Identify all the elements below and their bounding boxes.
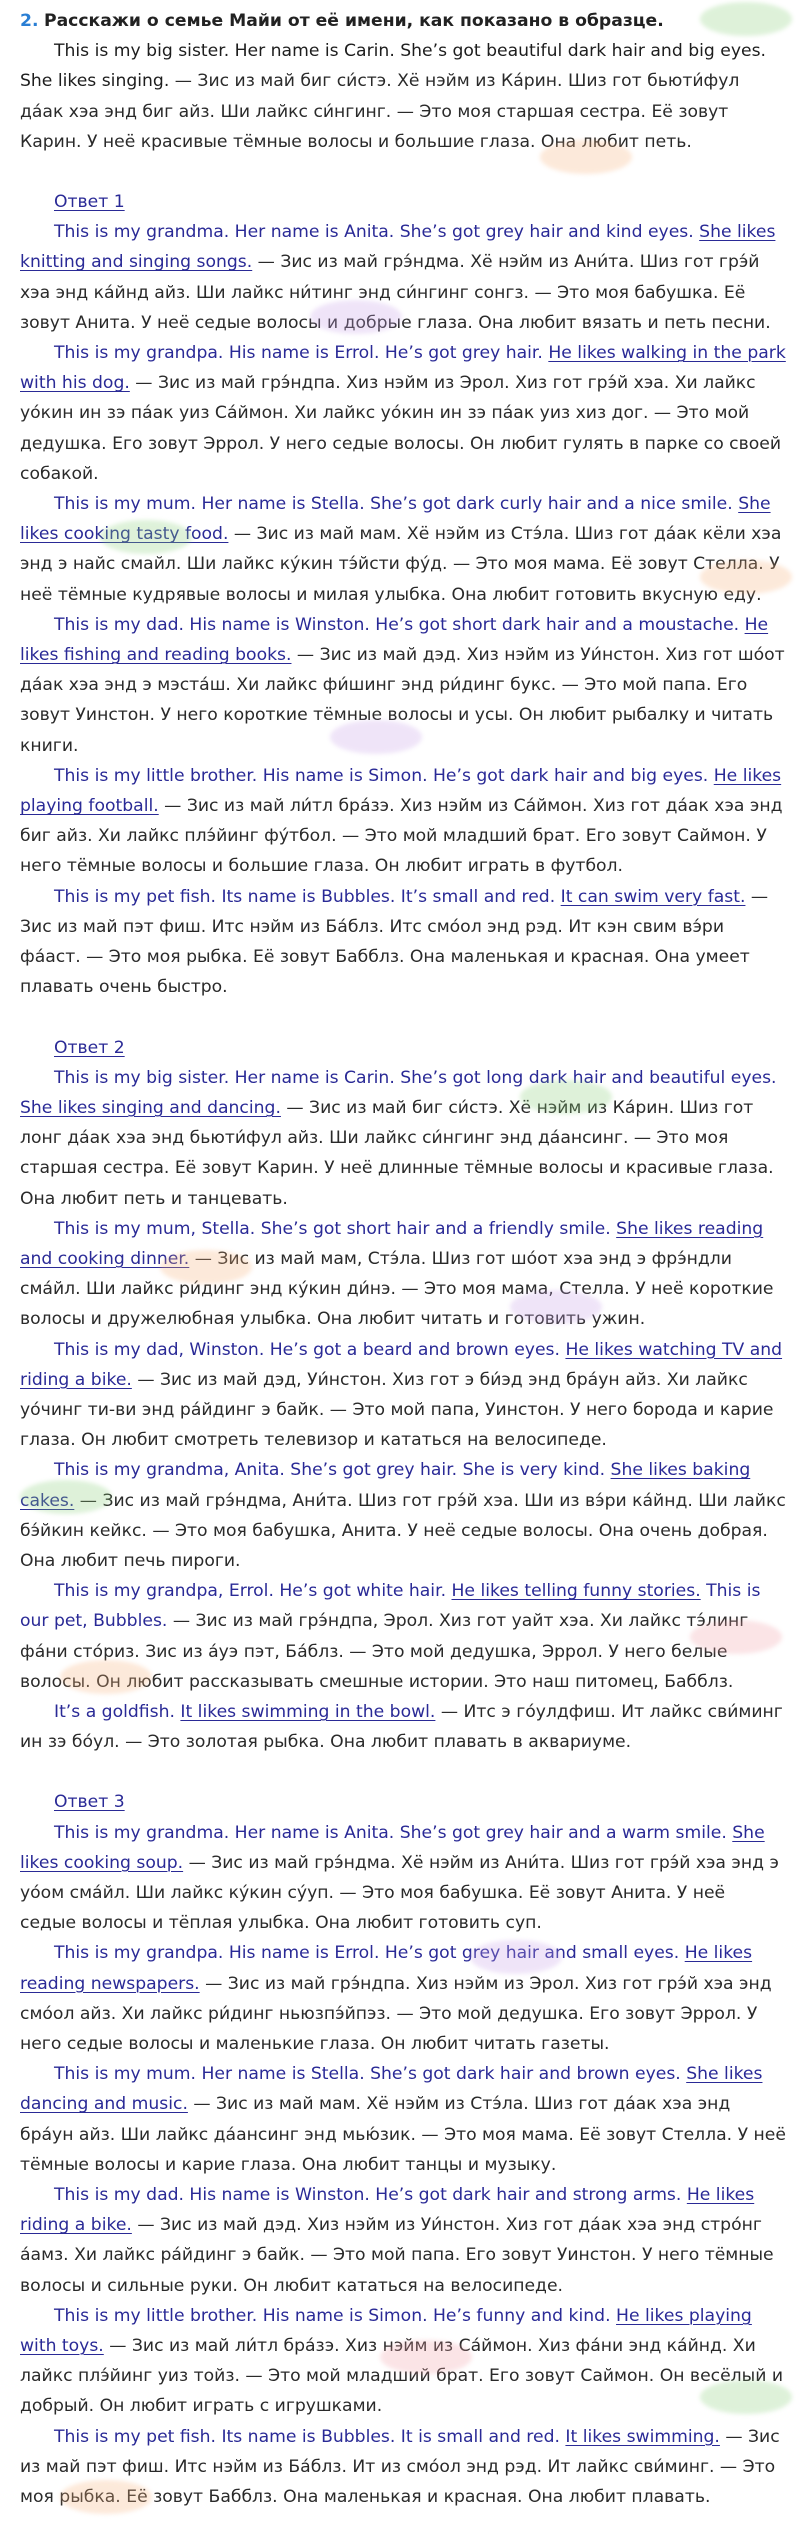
answer-paragraph bbox=[20, 882, 786, 1003]
russian-text: — Зис из май дэд. Хиз нэйм из Уи́нстон. Хиз гот шо́от да́ак хэа энд э мэста́ш. Хи лайкс фи́шинг энд ри́динг букс. — Это мой папа. Его зовут Уинстон. У него короткие тёмные волосы и усы. Он любит рыбалку и читать книги. bbox=[20, 645, 785, 756]
english-underlined-text: He likes walking in the park with his dog. bbox=[20, 343, 786, 394]
russian-text: — Зис из май биг си́стэ. Хё нэйм из Ка́рин. Шиз гот лонг да́ак хэа энд бьюти́фул айз. Ши лайкс си́нгинг энд да́ансинг. — Это моя старшая сестра. Её зовут Карин. У неё длинные тёмные волосы и красивые глаза. Она любит петь и танцевать. bbox=[20, 1097, 774, 1209]
english-text: This is my dad. His name is Winston. He’s got dark hair and strong arms. bbox=[54, 2185, 687, 2206]
section-gap bbox=[20, 157, 786, 187]
english-text: This is my grandma. Her name is Anita. She’s got grey hair and a warm smile. bbox=[54, 1822, 733, 1843]
english-text: This is my dad, Winston. He’s got a beard and brown eyes. bbox=[54, 1339, 566, 1360]
sample-english: This is my big sister. Her name is Carin. She’s got beautiful dark hair and big eyes. She likes singing. bbox=[20, 41, 766, 92]
russian-text: — Зис из май пэт фиш. Итс нэйм из Ба́блз. Итс смо́ол энд рэд. Ит кэн свим вэ́ри фа́аст. — Это моя рыбка. Её зовут Бабблз. Она маленькая и красная. Она умеет плавать очень быстро. bbox=[20, 886, 769, 998]
english-underlined-text: She likes knitting and singing songs. bbox=[20, 222, 776, 273]
answer-paragraph bbox=[20, 1335, 786, 1456]
answer-paragraph bbox=[20, 2422, 786, 2513]
english-text: This is my little brother. His name is Simon. He’s got dark hair and big eyes. bbox=[54, 765, 714, 786]
section-gap bbox=[20, 1003, 786, 1033]
russian-text: — Зис из май ли́тл бра́зэ. Хиз нэйм из Са́ймон. Хиз гот да́ак хэа энд биг айз. Хи лайкс плэ́йинг фу́тбол. — Это мой младший брат. Его зовут Саймон. У него тёмные волосы и большие глаза. Он любит играть в футбол. bbox=[20, 796, 783, 877]
section-gap bbox=[20, 1757, 786, 1787]
answer-title: Ответ 2 bbox=[54, 1037, 125, 1058]
english-underlined-text: He likes watching TV and riding a bike. bbox=[20, 1339, 783, 1390]
russian-text: — Зис из май грэ́ндма. Хё нэйм из Ани́та. Шиз гот грэ́й хэа энд ка́йнд айз. Ши лайкс ни́тинг энд си́нгинг сонгз. — Это моя бабушка. Её зовут Анита. У неё седые волосы и добрые глаза. Она любит вязать и петь песни. bbox=[20, 252, 771, 333]
russian-text: — Зис из май мам. Хё нэйм из Стэ́ла. Шиз гот да́ак кёли хэа энд э найс смайл. Ши лайкс ку́кин тэ́йсти фу́д. — Это моя мама. Её зовут Стелла. У неё тёмные кудрявые волосы и милая улыбка. Она любит готовить вкусную еду. bbox=[20, 524, 782, 605]
english-underlined-text: He likes telling funny stories. bbox=[451, 1581, 701, 1602]
english-underlined-text: He likes riding a bike. bbox=[20, 2185, 755, 2236]
english-text: This is my grandma, Anita. She’s got grey hair. She is very kind. bbox=[54, 1460, 611, 1481]
english-text: It’s a goldfish. bbox=[54, 1701, 181, 1722]
russian-text: — Зис из май мам. Хё нэйм из Стэ́ла. Шиз гот да́ак хэа энд бра́ун айз. Ши лайкс да́ансинг энд мью́зик. — Это моя мама. Её зовут Стелла. У неё тёмные волосы и карие глаза. Она любит танцы и музыку. bbox=[20, 2094, 786, 2175]
sample-russian: — Зис из май биг си́стэ. Хё нэйм из Ка́рин. Шиз гот бьюти́фул да́ак хэа энд биг айз. Ши лайкс си́нгинг. — Это моя старшая сестра. Её зовут Карин. У неё красивые тёмные волосы и большие глаза. Она любит петь. bbox=[20, 71, 740, 152]
english-underlined-text: She likes singing and dancing. bbox=[20, 1097, 281, 1118]
english-underlined-text: She likes dancing and music. bbox=[20, 2064, 763, 2115]
russian-text: — Зис из май мам, Стэ́ла. Шиз гот шо́от хэа энд э фрэ́ндли сма́йл. Ши лайкс ри́динг энд ку́кин ди́нэ. — Это моя мама, Стелла. У неё короткие волосы и дружелюбная улыбка. Она любит читать и готовить ужин. bbox=[20, 1248, 774, 1330]
english-tail-text: This is our pet, Bubbles. bbox=[20, 1581, 761, 1632]
english-text: This is my mum. Her name is Stella. She’s got dark hair and brown eyes. bbox=[54, 2064, 687, 2085]
russian-text: — Зис из май грэ́ндпа. Хиз нэйм из Эрол. Хиз гот грэ́й хэа. Хи лайкс уо́кин ин зэ па́ак уиз Са́ймон. Хи лайкс уо́кин ин зэ па́ак уиз хиз дог. — Это мой дедушка. Его зовут Эррол. У него седые волосы. Он любит гулять в парке со своей собакой. bbox=[20, 373, 782, 484]
answer-paragraph bbox=[20, 1063, 786, 1214]
english-underlined-text: She likes cooking soup. bbox=[20, 1822, 765, 1873]
english-text: This is my mum, Stella. She’s got short hair and a friendly smile. bbox=[54, 1218, 617, 1239]
english-underlined-text: He likes playing with toys. bbox=[20, 2305, 752, 2357]
english-underlined-text: It likes swimming. bbox=[565, 2426, 720, 2447]
russian-text: — Итс э го́улдфиш. Ит лайкс сви́минг ин зэ бо́ул. — Это золотая рыбка. Она любит плавать в аквариуме. bbox=[20, 1701, 783, 1753]
answer-paragraph bbox=[20, 2301, 786, 2422]
answer-paragraph bbox=[20, 1818, 786, 1939]
answer-paragraph bbox=[20, 1576, 786, 1697]
answer-title: Ответ 1 bbox=[54, 192, 125, 213]
english-text: This is my grandpa. His name is Errol. He’s got grey hair and small eyes. bbox=[54, 1943, 685, 1964]
russian-text: — Зис из май грэ́ндма. Хё нэйм из Ани́та. Шиз гот грэ́й хэа энд э уо́ом сма́йл. Ши лайкс ку́кин су́уп. — Это моя бабушка. Её зовут Анита. У неё седые волосы и тёплая улыбка. Она любит готовить суп. bbox=[20, 1852, 779, 1934]
english-underlined-text: He likes reading newspapers. bbox=[20, 1943, 753, 1994]
english-underlined-text: It likes swimming in the bowl. bbox=[180, 1701, 436, 1722]
answer-paragraph bbox=[20, 338, 786, 489]
english-text: This is my grandma. Her name is Anita. She’s got grey hair and kind eyes. bbox=[54, 222, 700, 243]
english-underlined-text: It can swim very fast. bbox=[560, 886, 746, 907]
answer-title: Ответ 3 bbox=[54, 1792, 125, 1813]
english-text: This is my grandpa. His name is Errol. He’s got grey hair. bbox=[54, 343, 549, 364]
answer-paragraph bbox=[20, 2180, 786, 2301]
answer-paragraph bbox=[20, 1214, 786, 1335]
english-text: This is my big sister. Her name is Carin. She’s got long dark hair and beautiful eyes. bbox=[54, 1067, 777, 1088]
english-underlined-text: She likes cooking tasty food. bbox=[20, 494, 771, 545]
russian-text: — Зис из май грэ́ндма, Ани́та. Шиз гот грэ́й хэа. Ши из вэ́ри ка́йнд. Ши лайкс бэ́йкин кейкс. — Это моя бабушка, Анита. У неё седые волосы. Она очень добрая. Она любит печь пироги. bbox=[20, 1490, 786, 1571]
answer-paragraph bbox=[20, 1938, 786, 2059]
english-text: This is my pet fish. Its name is Bubbles. It is small and red. bbox=[54, 2426, 566, 2447]
task-number: 2. bbox=[20, 11, 39, 31]
sample-paragraph bbox=[20, 36, 786, 157]
russian-text: — Зис из май грэ́ндпа, Эрол. Хиз гот уайт хэа. Хи лайкс тэ́линг фа́ни сто́риз. Зис из а́уэ пэт, Ба́блз. — Это мой дедушка, Эррол. У него белые волосы. Он любит рассказывать смешные истории. Это наш питомец, Бабблз. bbox=[20, 1611, 749, 1692]
answer-heading bbox=[20, 1033, 786, 1063]
answer-paragraph bbox=[20, 1697, 786, 1757]
answer-paragraph bbox=[20, 761, 786, 882]
russian-text: — Зис из май дэд, Уи́нстон. Хиз гот э би́эд энд бра́ун айз. Хи лайкс уо́чинг ти-ви энд ра́йдинг э байк. — Это мой папа, Уинстон. У него борода и карие глаза. Он любит смотреть телевизор и кататься на велосипеде. bbox=[20, 1369, 774, 1451]
russian-text: — Зис из май грэ́ндпа. Хиз нэйм из Эрол. Хиз гот грэ́й хэа энд смо́ол айз. Хи лайкс ри́динг ньюзпэ́йпэз. — Это мой дедушка. Его зовут Эррол. У него седые волосы и маленькие глаза. Он любит читать газеты. bbox=[20, 1973, 772, 2054]
answer-paragraph bbox=[20, 610, 786, 761]
english-underlined-text: He likes fishing and reading books. bbox=[20, 614, 769, 666]
english-underlined-text: She likes baking cakes. bbox=[20, 1460, 751, 1511]
answer-paragraph bbox=[20, 217, 786, 338]
answer-heading bbox=[20, 187, 786, 217]
english-text: This is my mum. Her name is Stella. She’s got dark curly hair and a nice smile. bbox=[54, 494, 739, 515]
answers-container bbox=[20, 157, 786, 2512]
answer-paragraph bbox=[20, 489, 786, 610]
answer-paragraph bbox=[20, 1455, 786, 1576]
russian-text: — Зис из май пэт фиш. Итс нэйм из Ба́блз. Ит из смо́ол энд рэд. Ит лайкс сви́минг. — Это моя рыбка. Её зовут Бабблз. Она маленькая и красная. Она любит плавать. bbox=[20, 2426, 780, 2508]
english-underlined-text: She likes reading and cooking dinner. bbox=[20, 1218, 764, 1269]
english-text: This is my dad. His name is Winston. He’s got short dark hair and a moustache. bbox=[54, 614, 745, 635]
russian-text: — Зис из май ли́тл бра́зэ. Хиз нэйм из Са́ймон. Хиз фа́ни энд ка́йнд. Хи лайкс плэ́йинг уиз тойз. — Это мой младший брат. Его зовут Саймон. Он весёлый и добрый. Он любит играть с игрушками. bbox=[20, 2336, 784, 2417]
english-text: This is my grandpa, Errol. He’s got white hair. bbox=[54, 1581, 452, 1602]
english-text: This is my pet fish. Its name is Bubbles. It’s small and red. bbox=[54, 886, 561, 907]
english-underlined-text: He likes playing football. bbox=[20, 765, 782, 817]
answer-paragraph bbox=[20, 2059, 786, 2180]
english-text: This is my little brother. His name is Simon. He’s funny and kind. bbox=[54, 2305, 617, 2326]
answer-heading bbox=[20, 1787, 786, 1817]
task-title: Расскажи о семье Майи от её имени, как показано в образце. bbox=[43, 11, 664, 31]
task-heading bbox=[20, 6, 786, 36]
russian-text: — Зис из май дэд. Хиз нэйм из Уи́нстон. Хиз гот да́ак хэа энд стро́нг а́амз. Хи лайкс ра́йдинг э байк. — Это мой папа. Его зовут Уинстон. У него тёмные волосы и сильные руки. Он любит кататься на велосипеде. bbox=[20, 2215, 774, 2296]
